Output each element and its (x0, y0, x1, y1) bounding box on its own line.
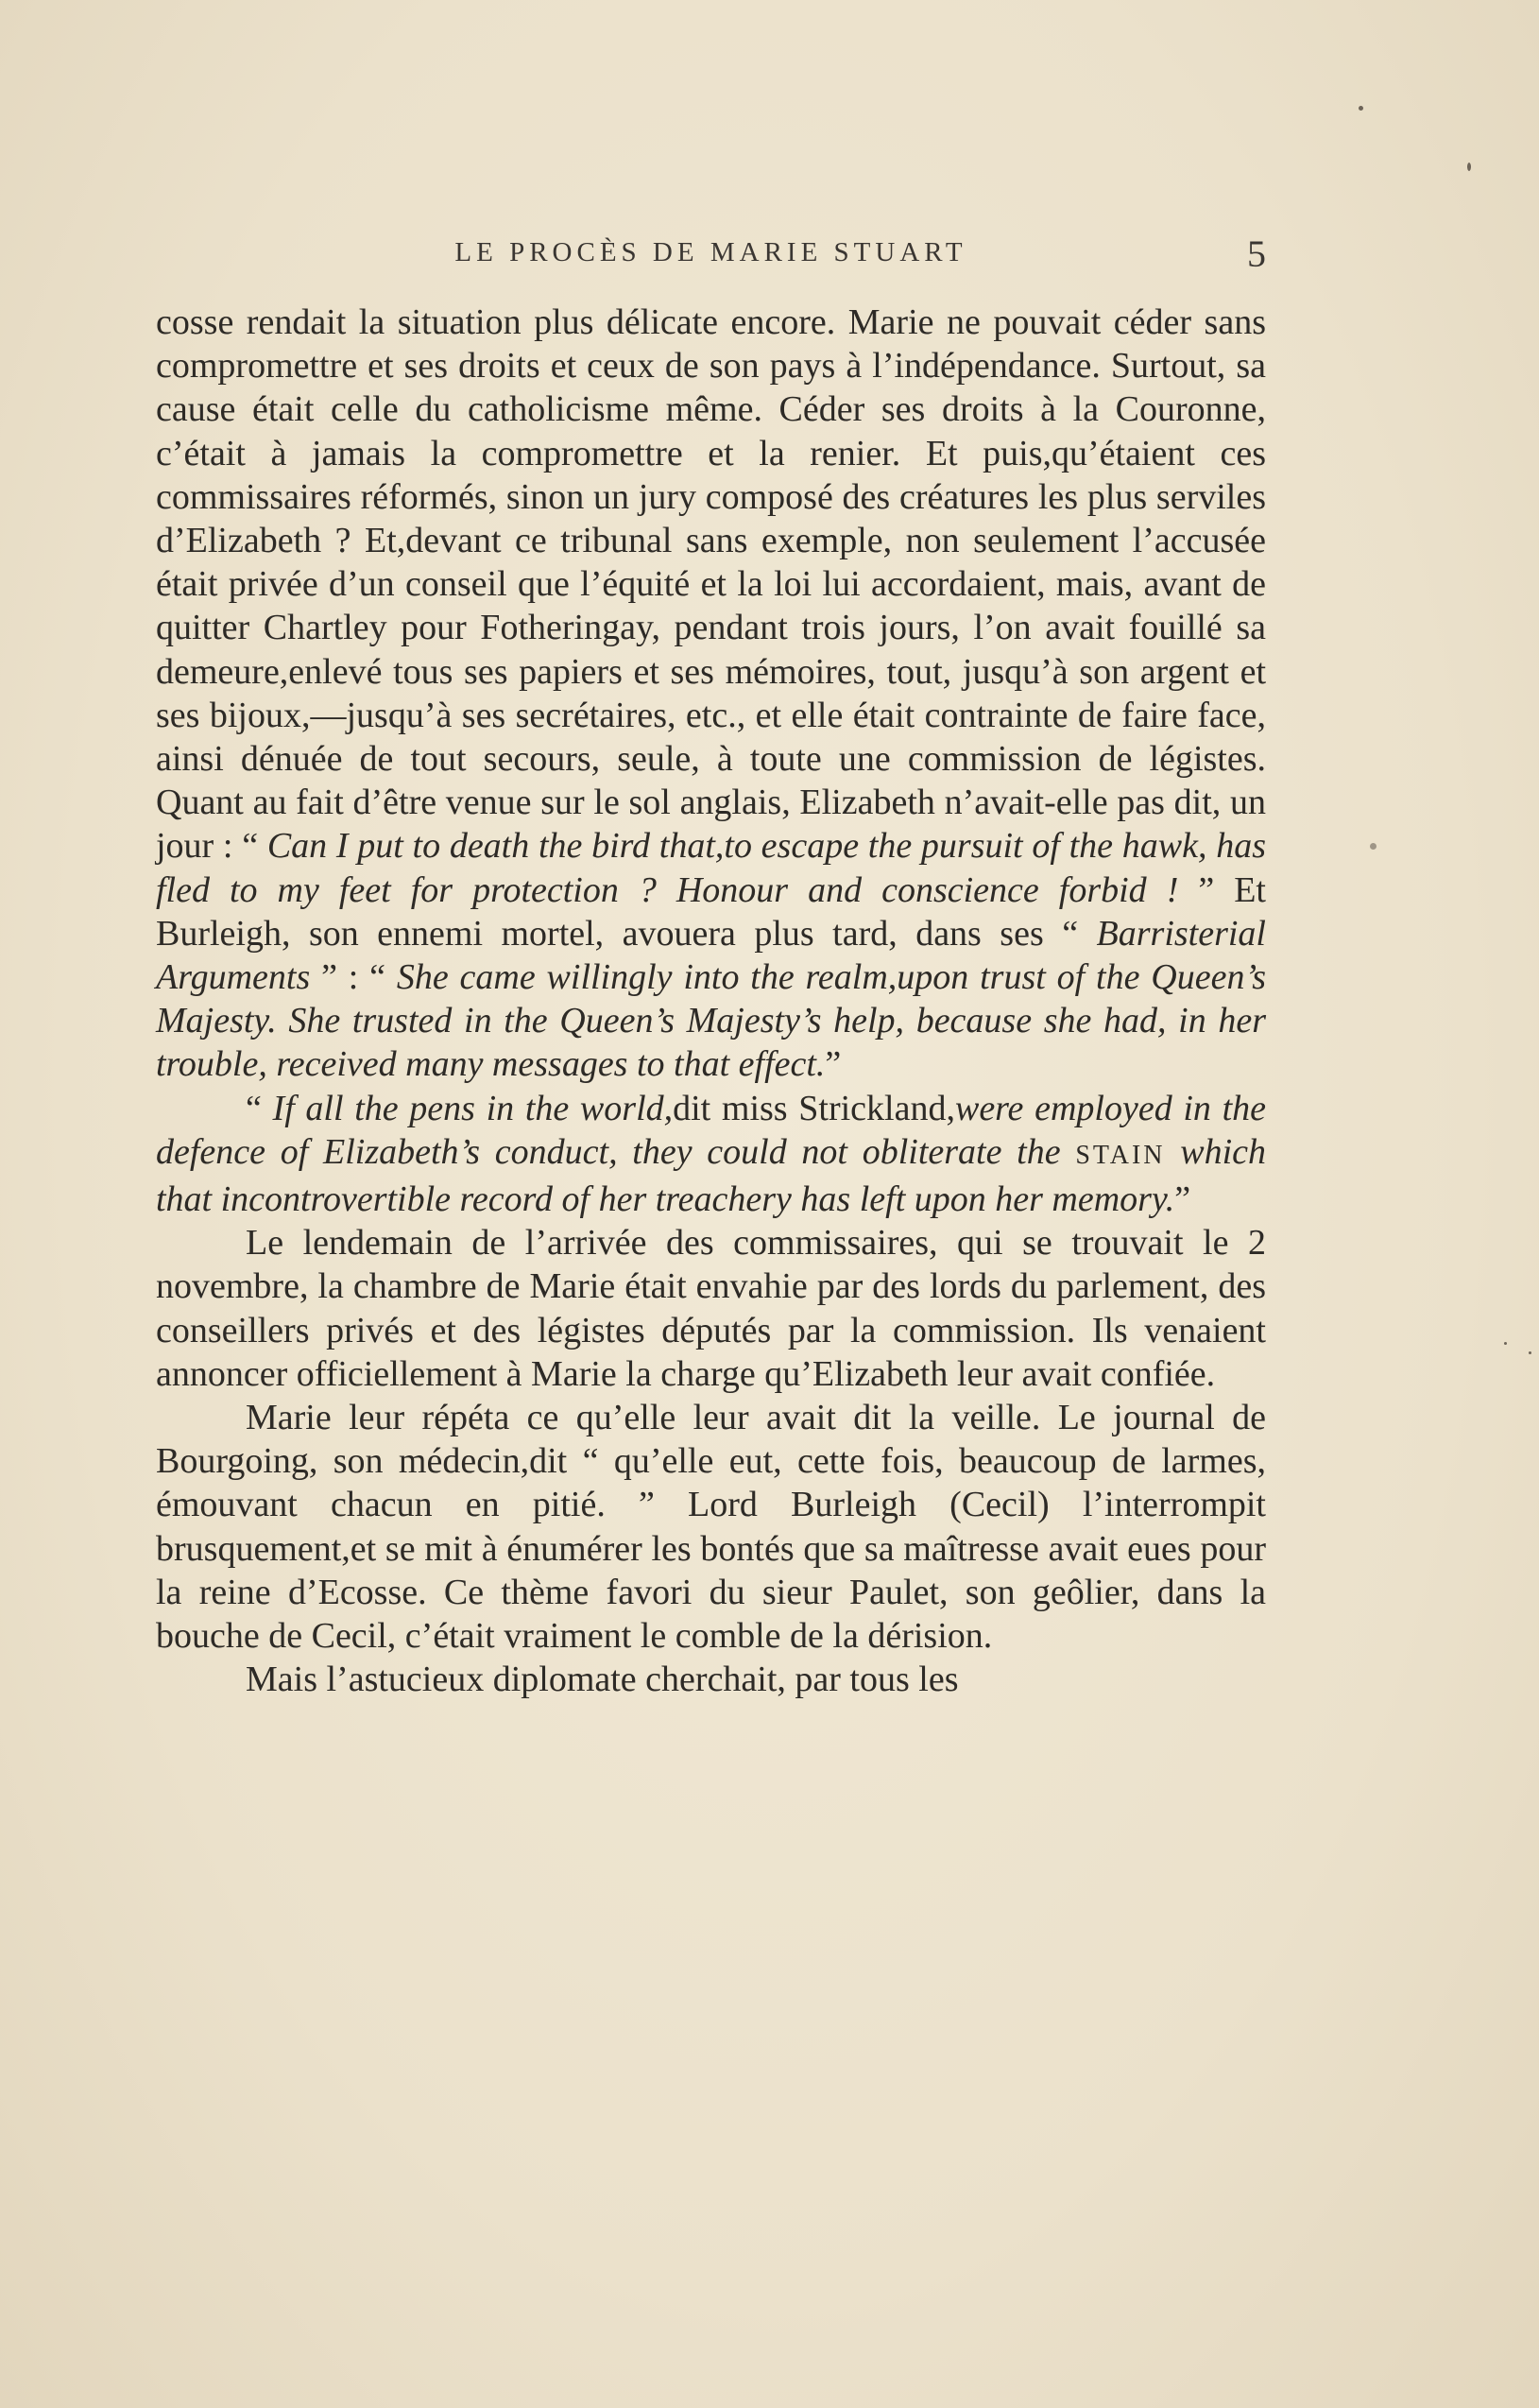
paper-speck (1467, 163, 1471, 171)
paragraph-2 (156, 1087, 1266, 1222)
running-title: LE PROCÈS DE MARIE STUART (454, 237, 967, 267)
elizabeth-quote: Can I put to death the bird that,to escape the pursuit of the hawk, has fled to my feet for protection ? Honour and conscience forbid ! (156, 826, 1266, 910)
paragraph-1 (156, 301, 1266, 1087)
burleigh-work-title: Barristerial Arguments (156, 913, 1266, 998)
closing-quote-mark: ” (825, 1044, 842, 1085)
stain-small-caps: STAIN (1075, 1140, 1166, 1170)
paragraph-1-text: cosse rendait la situation plus délicate encore. Marie ne pouvait céder sans compromettre et ses droits et ceux de son pays à l’indépendance. Surtout, sa cause était celle du catholicisme même. Céder ses droits à la Couronne, c’était à jamais la compromettre et la renier. Et puis,qu’étaient ces commissaires réformés, sinon un jury composé des créatures les plus serviles d’Elizabeth ? Et,devant ce tribunal sans exemple, non seulement l’accusée était privée d’un conseil que l’équité et la loi lui accordaient, mais, avant de quitter Chartley pour Fotheringay, pendant trois jours, l’on avait fouillé sa demeure,enlevé tous ses papiers et ses mémoires, tout, jusqu’à son argent et ses bijoux,—jusqu’à ses secrétaires, etc., et elle était contrainte de faire face, ainsi dénuée de tout secours, seule, à toute une commission de légistes. Quant au fait d’être venue sur le sol anglais, Elizabeth n’avait-elle pas dit, un jour : “ (156, 302, 1266, 867)
paragraph-5: Mais l’astucieux diplomate cherchait, par tous les (246, 1660, 959, 1700)
strickland-quote-part-2: were employed in the defence of Elizabeth’s conduct, they could not obliterate the (156, 1088, 1267, 1172)
paragraph-3: Le lendemain de l’arrivée des commissaires, qui se trouvait le 2 novembre, la chambre de Marie était envahie par des lords du parlement, des conseillers privés et des légistes députés par la commission. Ils venaient annoncer officiellement à Marie la charge qu’Elizabeth leur avait confiée. (156, 1223, 1266, 1394)
burleigh-quote: She came willingly into the realm,upon trust of the Queen’s Majesty. She trusted in the Queen’s Majesty’s help, because she had, in her trouble, received many messages to that effect. (156, 957, 1266, 1085)
paragraph-1-text-2: ” Et Burleigh, son ennemi mortel, avouera plus tard, dans ses “ (156, 869, 1266, 954)
opening-quote-mark: “ (246, 1088, 273, 1128)
paper-speck (1529, 1351, 1531, 1354)
body-text (156, 301, 1266, 1702)
closing-quote-mark-2: ” (1174, 1179, 1191, 1220)
page-number: 5 (1247, 232, 1266, 275)
strickland-quote-part-1: If all the pens in the world, (272, 1088, 674, 1128)
paragraph-4: Marie leur répéta ce qu’elle leur avait dit la veille. Le journal de Bourgoing, son médecin,dit “ qu’elle eut, cette fois, beaucoup de larmes, émouvant chacun en pitié. ” Lord Burleigh (Cecil) l’interrompit brusquement,et se mit à énumérer les bontés que sa maîtresse avait eues pour la reine d’Ecosse. Ce thème favori du sieur Paulet, son geôlier, dans la bouche de Cecil, c’était vraiment le comble de la dérision. (156, 1398, 1266, 1657)
paper-speck (1359, 106, 1363, 111)
paper-speck (1504, 1342, 1507, 1345)
strickland-attribution: dit miss Strickland, (673, 1088, 955, 1128)
paragraph-1-text-3: ” : “ (310, 957, 397, 998)
paper-speck (1370, 843, 1377, 850)
strickland-quote-part-3: which that incontrovertible record of her treachery has left upon her memory. (156, 1131, 1267, 1220)
page-header (156, 232, 1266, 279)
